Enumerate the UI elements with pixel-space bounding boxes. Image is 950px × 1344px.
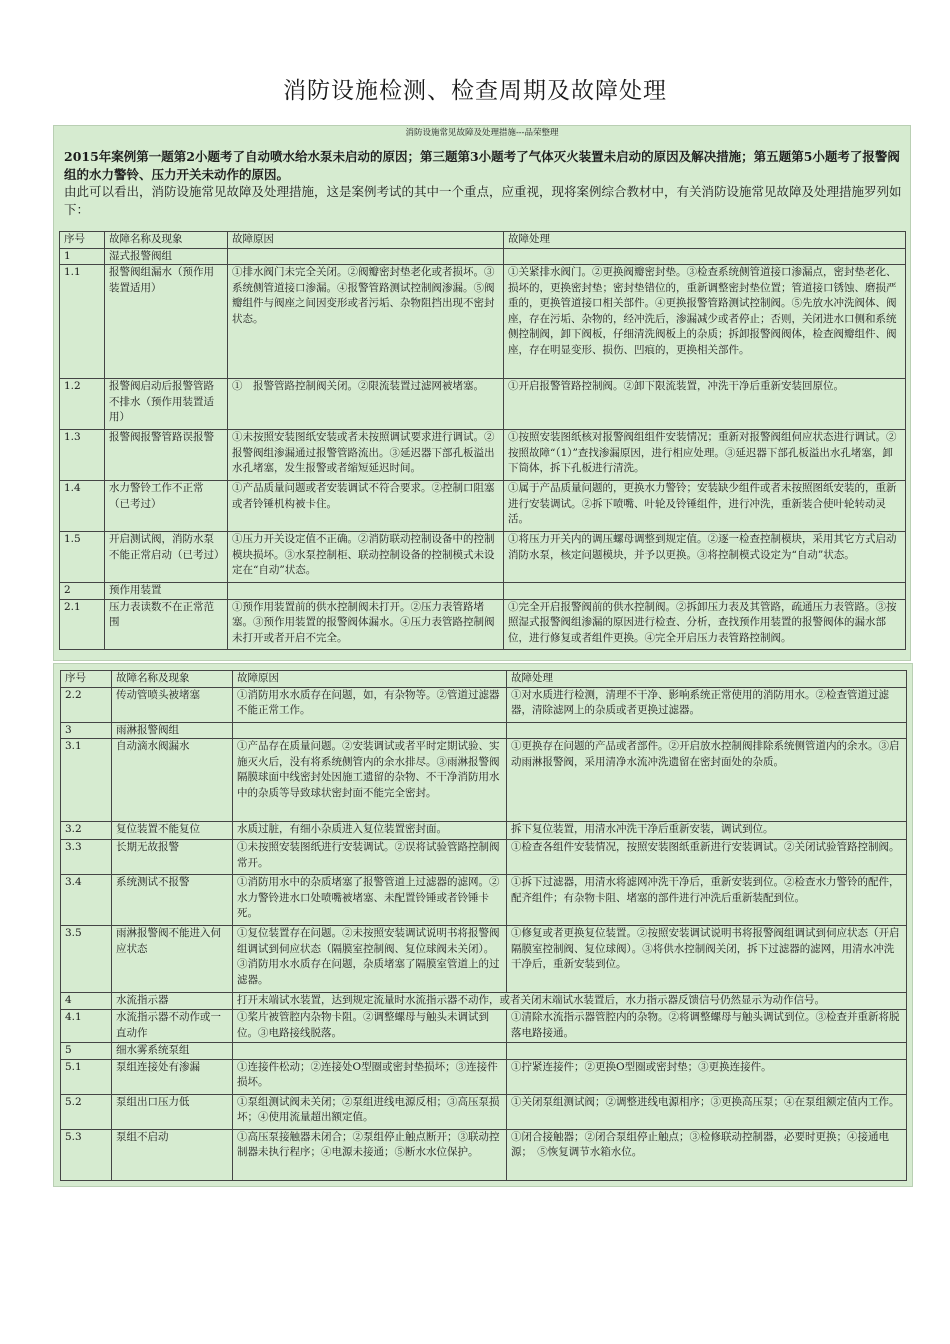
section-row [60, 248, 906, 265]
fault-fix: ①关闭泵组测试阀；②调整进线电源相序；③更换高压泵；④在泵组额定值内工作。 [507, 1094, 907, 1129]
fault-name: 预作用装置 [105, 583, 228, 600]
section-row [60, 583, 906, 600]
table-row [60, 599, 906, 649]
header-col-no: 序号 [61, 671, 112, 688]
fault-fix: ①将压力开关内的调压螺母调整到规定值。②逐一检查控制模块，采用其它方式启动消防水泵，核定问题模块，并予以更换。③将控制模式设定为“自动”状态。 [504, 532, 906, 583]
fault-name: 细水雾系统泵组 [112, 1043, 233, 1060]
fault-name: 泵组不启动 [112, 1129, 233, 1180]
fault-cause: ①复位装置存在问题。②未按照安装调试说明书将报警阀组调试到伺应状态（隔膜室控制阀、复位球阀未关闭）。③消防用水水质存在问题，杂质堵塞了隔膜室管道上的过滤器。 [233, 926, 507, 993]
header-col-cause: 故障原因 [228, 232, 504, 249]
fault-fix: ①检查各组件安装情况，按照安装图纸重新进行安装调试。②关闭试验管路控制阀。 [507, 840, 907, 875]
fault-name: 水流指示器不动作或一直动作 [112, 1010, 233, 1043]
row-number: 2 [60, 583, 105, 600]
table-row [61, 993, 907, 1010]
header-col-cause: 故障原因 [233, 671, 507, 688]
fault-fix: 拆下复位装置，用清水冲洗干净后重新安装，调试到位。 [507, 822, 907, 840]
header-col-name: 故障名称及现象 [105, 232, 228, 249]
fault-fix: ①闭合接触器；②闭合泵组停止触点；③检修联动控制器，必要时更换；④接通电源； ⑤恢复调节水箱水位。 [507, 1129, 907, 1180]
row-number: 1.1 [60, 265, 105, 379]
fault-name: 复位装置不能复位 [112, 822, 233, 840]
fault-cause: ①产品质量问题或者安装调试不符合要求。②控制口阻塞或者铃锤机构被卡住。 [228, 481, 504, 532]
fault-cause: ①高压泵接触器未闭合；②泵组停止触点断开；③联动控制器未执行程序；④电源未接通；⑤断水水位保护。 [233, 1129, 507, 1180]
row-number: 1.4 [60, 481, 105, 532]
row-number: 1.2 [60, 379, 105, 430]
fault-cause: ①连接件松动；②连接处O型圈或密封垫损坏；③连接件损坏。 [233, 1059, 507, 1094]
fault-cause: ①消防用水中的杂质堵塞了报警管道上过滤器的滤网。②水力警铃进水口处喷嘴被堵塞、未配置铃锤或者铃锤卡死。 [233, 875, 507, 926]
fault-cause [228, 583, 504, 600]
fault-fix [504, 583, 906, 600]
table-row [61, 739, 907, 822]
fault-name: 系统测试不报警 [112, 875, 233, 926]
fault-fix [507, 1043, 907, 1060]
intro-paragraph-2: 由此可以看出，消防设施常见故障及处理措施，这是案例考试的其中一个重点，应重视，现将案例综合教材中，有关消防设施常见故障及处理措施罗列如下： [64, 184, 902, 217]
row-number: 2.1 [60, 599, 105, 649]
row-number: 1.5 [60, 532, 105, 583]
fault-name: 报警阀报警管路误报警 [105, 430, 228, 481]
row-number: 4 [61, 993, 112, 1010]
fault-description: 打开末端试水装置，达到规定流量时水流指示器不动作，或者关闭末端试水装置后，水力指示器反馈信号仍然显示为动作信号。 [233, 993, 907, 1010]
fault-name: 湿式报警阀组 [105, 248, 228, 265]
fault-name: 雨淋报警阀不能进入伺应状态 [112, 926, 233, 993]
fault-cause: 水质过脏，有细小杂质进入复位装置密封面。 [233, 822, 507, 840]
row-number: 5.2 [61, 1094, 112, 1129]
table-header-row [60, 232, 906, 249]
fault-cause [233, 1043, 507, 1060]
fault-fix: ①按照安装图纸核对报警阀组组件安装情况；重新对报警阀组伺应状态进行调试。②按照故障“（1）”查找渗漏原因，进行相应处理。③延迟器下部孔板溢出水孔堵塞，卸下筒体，拆下孔板进行清洗。 [504, 430, 906, 481]
fault-name: 报警阀组漏水（预作用装置适用） [105, 265, 228, 379]
fault-fix: ①拧紧连接件；②更换O型圈或密封垫；③更换连接件。 [507, 1059, 907, 1094]
fault-table-1 [59, 231, 906, 650]
row-number: 1.3 [60, 430, 105, 481]
fault-cause: ①压力开关设定值不正确。②消防联动控制设备中的控制模块损坏。③水泵控制柜、联动控制设备的控制模式未设定在“自动”状态。 [228, 532, 504, 583]
table-row [61, 875, 907, 926]
table-row [60, 481, 906, 532]
fault-fix: ①清除水流指示器管腔内的杂物。②将调整螺母与触头调试到位。③检查并重新将脱落电路接通。 [507, 1010, 907, 1043]
fault-name: 雨淋报警阀组 [112, 722, 233, 739]
fault-fix: ①属于产品质量问题的，更换水力警铃；安装缺少组件或者未按照图纸安装的，重新进行安装调试。②拆下喷嘴、叶轮及铃锤组件，进行冲洗，重新装合使叶轮转动灵活。 [504, 481, 906, 532]
fault-fix [504, 248, 906, 265]
row-number: 3.4 [61, 875, 112, 926]
table-row [60, 430, 906, 481]
row-number: 5.1 [61, 1059, 112, 1094]
table-row [61, 687, 907, 722]
panel-header: 消防设施常见故障及处理措施---品荣整理 [405, 128, 559, 138]
section-row [61, 1043, 907, 1060]
table-row [61, 822, 907, 840]
table-row [61, 1059, 907, 1094]
fault-fix: ①更换存在问题的产品或者部件。②开启放水控制阀排除系统侧管道内的余水。③启动雨淋报警阀，采用清净水流冲洗遗留在密封面处的杂质。 [507, 739, 907, 822]
fault-cause [233, 722, 507, 739]
fault-cause: ① 报警管路控制阀关闭。②限流装置过滤网被堵塞。 [228, 379, 504, 430]
row-number: 4.1 [61, 1010, 112, 1043]
row-number: 5 [61, 1043, 112, 1060]
page-title: 消防设施检测、检查周期及故障处理 [283, 78, 667, 104]
row-number: 1 [60, 248, 105, 265]
row-number: 3.3 [61, 840, 112, 875]
table-row [60, 532, 906, 583]
fault-name: 泵组连接处有渗漏 [112, 1059, 233, 1094]
fault-name: 水流指示器 [112, 993, 233, 1010]
row-number: 3 [61, 722, 112, 739]
intro-paragraph-1: 2015年案例第一题第2小题考了自动喷水给水泵未启动的原因；第三题第3小题考了气体灭火装置未启动的原因及解决措施；第五题第5小题考了报警阀组的水力警铃、压力开关未动作的原因。 [64, 149, 900, 182]
row-number: 2.2 [61, 687, 112, 722]
fault-cause: ①产品存在质量问题。②安装调试或者平时定期试验、实施灭火后，没有将系统侧管内的余水排尽。③雨淋报警阀隔膜球面中线密封处因施工遗留的杂物、不干净消防用水中的杂质等导致球状密封面不能完全密封。 [233, 739, 507, 822]
fault-fix: ①开启报警管路控制阀。②卸下限流装置，冲洗干净后重新安装回原位。 [504, 379, 906, 430]
fault-cause: ①消防用水水质存在问题，如，有杂物等。②管道过滤器不能正常工作。 [233, 687, 507, 722]
fault-fix [507, 722, 907, 739]
fault-cause [228, 248, 504, 265]
fault-name: 开启测试阀，消防水泵不能正常启动（已考过） [105, 532, 228, 583]
fault-cause: ①未按照安装图纸进行安装调试。②误将试验管路控制阀常开。 [233, 840, 507, 875]
fault-fix: ①完全开启报警阀前的供水控制阀。②拆卸压力表及其管路，疏通压力表管路。③按照湿式报警阀组渗漏的原因进行检查、分析，查找预作用装置的报警阀体的漏水部位，进行修复或者组件更换。④完全开启压力表管路控制阀。 [504, 599, 906, 649]
fault-name: 长期无故报警 [112, 840, 233, 875]
table-row [60, 265, 906, 379]
fault-cause: ①排水阀门未完全关闭。②阀瓣密封垫老化或者损坏。③系统侧管道接口渗漏。④报警管路测试控制阀渗漏。⑤阀瓣组件与阀座之间因变形或者污垢、杂物阻挡出现不密封状态。 [228, 265, 504, 379]
header-col-fix: 故障处理 [504, 232, 906, 249]
fault-name: 水力警铃工作不正常（已考过） [105, 481, 228, 532]
row-number: 3.1 [61, 739, 112, 822]
fault-cause: ①泵组测试阀未关闭；②泵组进线电源反相；③高压泵损坏；④使用流量超出额定值。 [233, 1094, 507, 1129]
row-number: 3.5 [61, 926, 112, 993]
fault-fix: ①修复或者更换复位装置。②按照安装调试说明书将报警阀组调试到伺应状态（开启隔膜室控制阀、复位球阀）。③将供水控制阀关闭，拆下过滤器的滤网，用清水冲洗干净后，重新安装到位。 [507, 926, 907, 993]
row-number: 5.3 [61, 1129, 112, 1180]
table-row [61, 1129, 907, 1180]
table-row [61, 1094, 907, 1129]
fault-cause: ①桨片被管腔内杂物卡阻。②调整螺母与触头未调试到位。③电路接线脱落。 [233, 1010, 507, 1043]
intro-text [64, 148, 902, 218]
table-row [60, 379, 906, 430]
fault-name: 压力表读数不在正常范围 [105, 599, 228, 649]
header-col-name: 故障名称及现象 [112, 671, 233, 688]
header-col-fix: 故障处理 [507, 671, 907, 688]
fault-table-image-part-2 [53, 663, 913, 1187]
fault-table-2 [60, 670, 907, 1181]
table-header-row [61, 671, 907, 688]
fault-name: 自动滴水阀漏水 [112, 739, 233, 822]
fault-fix: ①对水质进行检测，清理不干净、影响系统正常使用的消防用水。②检查管道过滤器，清除滤网上的杂质或者更换过滤器。 [507, 687, 907, 722]
fault-name: 传动管喷头被堵塞 [112, 687, 233, 722]
fault-fix: ①拆下过滤器，用清水将滤网冲洗干净后，重新安装到位。②检查水力警铃的配件，配齐组件；有杂物卡阻、堵塞的部件进行冲洗后重新装配到位。 [507, 875, 907, 926]
table-row [61, 1010, 907, 1043]
fault-table-image-part-1 [53, 125, 911, 661]
row-number: 3.2 [61, 822, 112, 840]
fault-name: 报警阀启动后报警管路不排水（预作用装置适用） [105, 379, 228, 430]
table-row [61, 840, 907, 875]
fault-name: 泵组出口压力低 [112, 1094, 233, 1129]
header-col-no: 序号 [60, 232, 105, 249]
fault-fix: ①关紧排水阀门。②更换阀瓣密封垫。③检查系统侧管道接口渗漏点，密封垫老化、损坏的，更换密封垫；密封垫错位的，重新调整密封垫位置；管道接口锈蚀、磨损严重的，更换管道接口相关部件。④更换报警管路测试控制阀。⑤先放水冲洗阀体、阀座，存在污垢、杂物的，经冲洗后，渗漏减少或者停止；否则，关闭进水口侧和系统侧控制阀，卸下阀板，仔细清洗阀板上的杂质；拆卸报警阀阀体，检查阀瓣组件、阀座，存在明显变形、损伤、凹痕的，更换相关部件。 [504, 265, 906, 379]
fault-cause: ①未按照安装图纸安装或者未按照调试要求进行调试。②报警阀组渗漏通过报警管路流出。③延迟器下部孔板溢出水孔堵塞，发生报警或者缩短延迟时间。 [228, 430, 504, 481]
table-row [61, 926, 907, 993]
fault-cause: ①预作用装置前的供水控制阀未打开。②压力表管路堵塞。③预作用装置的报警阀体漏水。④压力表管路控制阀未打开或者开启不完全。 [228, 599, 504, 649]
section-row [61, 722, 907, 739]
